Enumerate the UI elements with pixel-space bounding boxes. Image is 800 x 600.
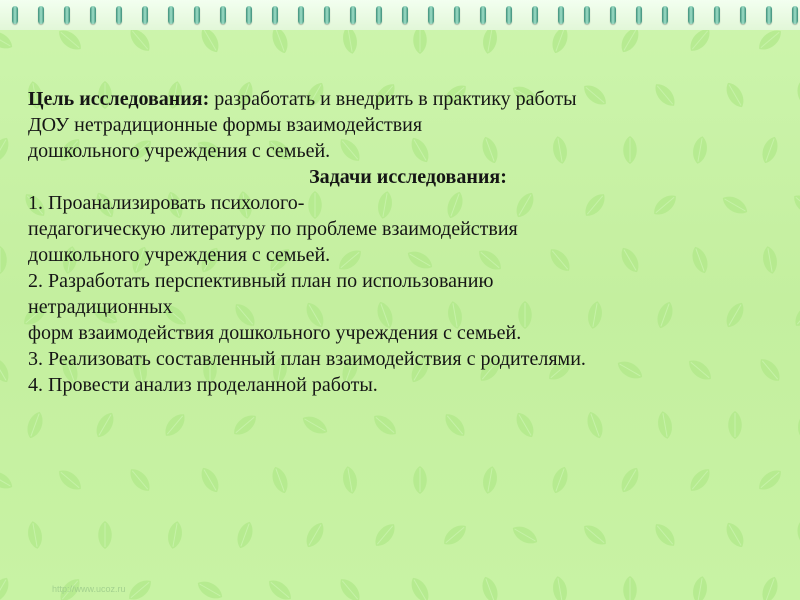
leaf-shape bbox=[336, 575, 364, 600]
leaf-shape bbox=[510, 522, 541, 548]
leaf-shape bbox=[161, 410, 189, 440]
spiral-ring bbox=[298, 6, 304, 24]
leaf-shape bbox=[24, 410, 46, 441]
leaf-shape bbox=[55, 466, 85, 494]
leaf-shape bbox=[722, 520, 748, 551]
task-line: 3. Реализовать составленный план взаимодействия с родителями. bbox=[28, 348, 586, 370]
leaf-shape bbox=[407, 575, 433, 600]
goal-label: Цель исследования: bbox=[28, 88, 210, 110]
spiral-ring bbox=[168, 6, 174, 24]
leaf-shape bbox=[551, 575, 569, 600]
spiral-ring bbox=[38, 6, 44, 24]
leaf-shape bbox=[0, 575, 13, 600]
spiral-ring bbox=[636, 6, 642, 24]
leaf-shape bbox=[549, 465, 571, 496]
tasks-heading: Задачи исследования: bbox=[309, 166, 507, 188]
spiral-ring bbox=[116, 6, 122, 24]
task-line: форм взаимодействия дошкольного учреждения с семьей. bbox=[28, 322, 522, 344]
task-line: 1. Проанализировать психолого- bbox=[28, 192, 305, 214]
leaf-shape bbox=[691, 575, 709, 600]
leaf-shape bbox=[166, 520, 184, 550]
leaf-shape bbox=[92, 410, 118, 441]
spiral-ring bbox=[662, 6, 668, 24]
task-line: 4. Провести анализ проделанной работы. bbox=[28, 374, 378, 396]
leaf-shape bbox=[791, 300, 800, 330]
spiral-ring bbox=[506, 6, 512, 24]
spiral-ring bbox=[584, 6, 590, 24]
spiral-ring bbox=[688, 6, 694, 24]
spiral-ring bbox=[220, 6, 226, 24]
spiral-ring bbox=[480, 6, 486, 24]
leaf-shape bbox=[269, 465, 291, 496]
goal-line-3: дошкольного учреждения с семьей. bbox=[28, 140, 331, 162]
leaf-shape bbox=[413, 26, 427, 54]
spiral-ring bbox=[12, 6, 18, 24]
leaf-shape bbox=[441, 410, 469, 440]
spiral-ring bbox=[454, 6, 460, 24]
spiral-ring bbox=[194, 6, 200, 24]
goal-text: разработать и внедрить в практику работы bbox=[209, 88, 577, 110]
spiral-ring bbox=[350, 6, 356, 24]
leaf-shape bbox=[796, 410, 800, 440]
leaf-shape bbox=[300, 412, 331, 438]
leaf-shape bbox=[584, 410, 606, 441]
leaf-shape bbox=[370, 411, 400, 439]
spiral-ring bbox=[714, 6, 720, 24]
leaf-shape bbox=[341, 465, 359, 495]
spiral-ring bbox=[532, 6, 538, 24]
leaf-shape bbox=[0, 135, 13, 166]
leaf-shape bbox=[197, 465, 223, 496]
goal-line-2: ДОУ нетрадиционные формы взаимодействия bbox=[28, 114, 423, 136]
leaf-shape bbox=[302, 520, 328, 551]
leaf-shape bbox=[794, 520, 800, 551]
task-line: дошкольного учреждения с семьей. bbox=[28, 244, 331, 266]
leaf-shape bbox=[479, 575, 501, 600]
leaf-shape bbox=[26, 520, 44, 550]
leaf-shape bbox=[686, 465, 714, 495]
leaf-shape bbox=[440, 521, 470, 549]
leaf-shape bbox=[481, 465, 499, 495]
leaf-shape bbox=[790, 191, 800, 219]
leaf-shape bbox=[265, 576, 295, 600]
leaf-shape bbox=[371, 520, 399, 550]
task-line: нетрадиционных bbox=[28, 296, 173, 318]
leaf-shape bbox=[0, 355, 13, 386]
leaf-shape bbox=[617, 465, 643, 496]
spiral-ring bbox=[740, 6, 746, 24]
leaf-shape bbox=[0, 246, 7, 274]
spiral-ring bbox=[610, 6, 616, 24]
leaf-shape bbox=[0, 467, 15, 493]
spiral-ring bbox=[272, 6, 278, 24]
spiral-ring bbox=[402, 6, 408, 24]
spiral-ring bbox=[792, 6, 798, 24]
spiral-ring bbox=[246, 6, 252, 24]
spiral-ring bbox=[376, 6, 382, 24]
leaf-shape bbox=[651, 520, 679, 550]
leaf-shape bbox=[755, 26, 785, 54]
leaf-shape bbox=[125, 576, 155, 600]
spiral-ring bbox=[428, 6, 434, 24]
spiral-ring bbox=[766, 6, 772, 24]
leaf-shape bbox=[126, 465, 154, 495]
goal-line-1 bbox=[28, 86, 788, 112]
spiral-ring bbox=[90, 6, 96, 24]
spiral-ring bbox=[324, 6, 330, 24]
leaf-shape bbox=[230, 411, 260, 439]
leaf-shape bbox=[98, 521, 112, 549]
leaf-shape bbox=[234, 520, 256, 551]
spiral-ring bbox=[142, 6, 148, 24]
task-line: педагогическую литературу по проблеме взаимодействия bbox=[28, 218, 518, 240]
leaf-shape bbox=[728, 411, 742, 439]
leaf-shape bbox=[755, 466, 785, 494]
leaf-shape bbox=[512, 410, 538, 441]
notebook-spiral-binding bbox=[0, 0, 800, 30]
leaf-shape bbox=[0, 27, 15, 53]
leaf-shape bbox=[759, 575, 781, 600]
watermark-text: http://www.ucoz.ru bbox=[52, 584, 126, 594]
task-line: 2. Разработать перспективный план по использованию bbox=[28, 270, 494, 292]
leaf-shape bbox=[55, 26, 85, 54]
leaf-shape bbox=[794, 80, 800, 111]
leaf-shape bbox=[623, 576, 637, 600]
leaf-shape bbox=[195, 577, 226, 600]
spiral-ring bbox=[558, 6, 564, 24]
leaf-shape bbox=[656, 410, 674, 440]
leaf-shape bbox=[413, 466, 427, 494]
slide-text bbox=[28, 86, 788, 398]
leaf-shape bbox=[580, 521, 610, 549]
spiral-ring bbox=[64, 6, 70, 24]
